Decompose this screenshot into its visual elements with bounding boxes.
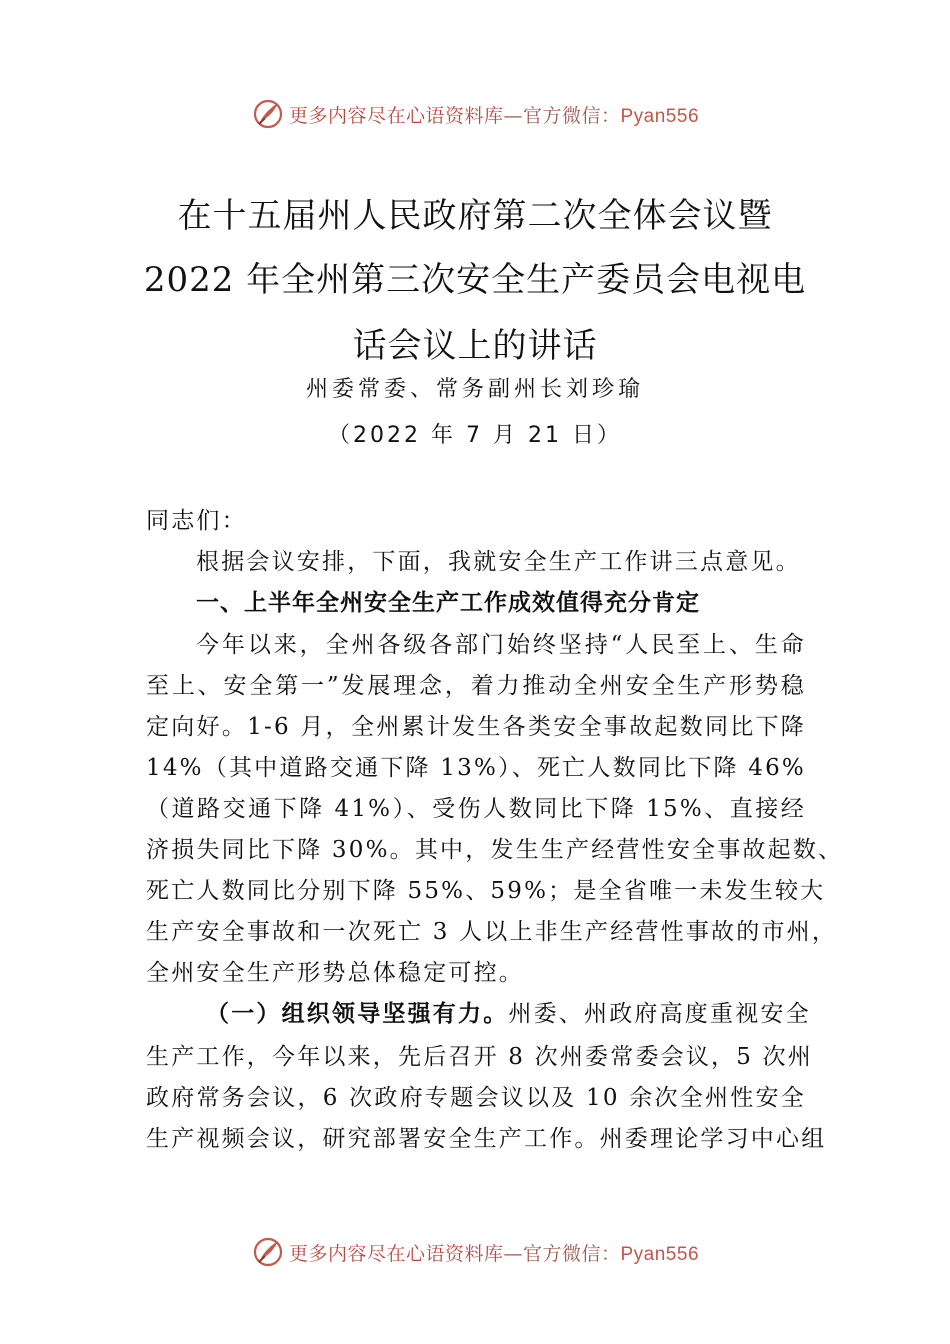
subsection-1-line [206, 998, 811, 1030]
para2-line: 生产工作，今年以来，先后召开 8 次州委常委会议，5 次州 [146, 1044, 813, 1070]
watermark-top [0, 94, 950, 134]
title-line-1: 在十五届州人民政府第二次全体会议暨 [177, 196, 773, 236]
para1-line: 济损失同比下降 30%。其中，发生生产经营性安全事故起数、 [146, 837, 844, 863]
title-line-3: 话会议上的讲话 [352, 326, 598, 366]
watermark-separator: —官方微信： [503, 1242, 621, 1265]
title-line-2: 2022 年全州第三次安全生产委员会电视电 [143, 260, 807, 300]
intro-paragraph: 根据会议安排，下面，我就安全生产工作讲三点意见。 [196, 549, 801, 575]
author-line: 州委常委、常务副州长刘珍瑜 [305, 377, 644, 402]
para1-line: 定向好。1-6 月，全州累计发生各类安全事故起数同比下降 [146, 714, 806, 740]
subsection-1-title: （一）组织领导坚强有力。 [206, 1000, 509, 1027]
para1-line: （道路交通下降 41%）、受伤人数同比下降 15%、直接经 [146, 796, 806, 822]
watermark-bottom [0, 1232, 950, 1272]
watermark-text [289, 1239, 699, 1266]
para1-line: 全州安全生产形势总体稳定可控。 [146, 960, 524, 986]
para2-line: 政府常务会议，6 次政府专题会议以及 10 余次全州性安全 [146, 1085, 806, 1111]
watermark-text [289, 101, 699, 128]
section-heading-1: 一、上半年全州安全生产工作成效值得充分肯定 [196, 590, 700, 616]
para1-line: 生产安全事故和一次死亡 3 人以上非生产经营性事故的市州， [146, 919, 838, 945]
watermark-wechat-id: Pyan556 [620, 1243, 700, 1265]
watermark-separator: —官方微信： [503, 104, 621, 127]
watermark-brand: 更多内容尽在心语资料库 [288, 1242, 504, 1265]
para2-line: 生产视频会议，研究部署安全生产工作。州委理论学习中心组 [146, 1126, 827, 1152]
watermark-wechat-id: Pyan556 [620, 105, 700, 127]
salutation: 同志们： [146, 508, 247, 534]
para1-line: 14%（其中道路交通下降 13%）、死亡人数同比下降 46% [146, 755, 806, 781]
para1-line: 今年以来，全州各级各部门始终坚持“人民至上、生命 [196, 632, 806, 658]
watermark-brand: 更多内容尽在心语资料库 [288, 104, 504, 127]
quill-logo-icon [251, 97, 285, 131]
quill-logo-icon [251, 1235, 285, 1269]
date-line: （2022 年 7 月 21 日） [328, 423, 622, 448]
subsection-1-first-text: 州委、州政府高度重视安全 [508, 1001, 811, 1027]
para1-line: 至上、安全第一”发展理念，着力推动全州安全生产形势稳 [146, 673, 806, 699]
para1-line: 死亡人数同比分别下降 55%、59%；是全省唯一未发生较大 [146, 878, 826, 904]
